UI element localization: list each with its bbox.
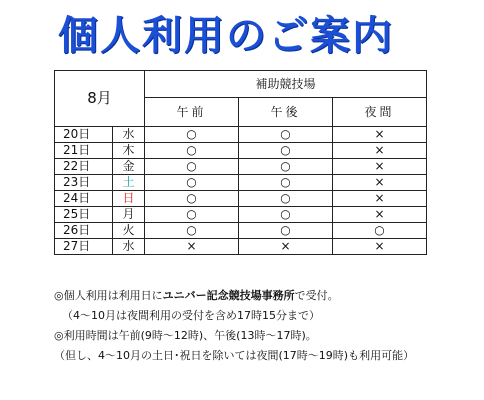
note-night-exception: （但し、4～10月の土日･祝日を除いては夜間(17時～19時)も利用可能） xyxy=(54,349,415,362)
date-cell: 24日 xyxy=(55,191,113,207)
afternoon-availability-cell: ○ xyxy=(239,143,333,159)
afternoon-availability-cell: ○ xyxy=(239,127,333,143)
night-availability-cell: × xyxy=(333,127,427,143)
night-availability-cell: × xyxy=(333,159,427,175)
weekday-cell: 水 xyxy=(113,127,145,143)
table-header-row xyxy=(55,71,427,98)
date-cell: 23日 xyxy=(55,175,113,191)
morning-availability-cell: ○ xyxy=(145,143,239,159)
table-row xyxy=(55,127,427,143)
weekday-cell: 火 xyxy=(113,223,145,239)
weekday-cell: 水 xyxy=(113,239,145,255)
slot-header-morning: 午前 xyxy=(145,98,239,127)
night-availability-cell: × xyxy=(333,143,427,159)
page-title: 個人利用のご案内 xyxy=(58,13,394,59)
night-availability-cell: ○ xyxy=(333,223,427,239)
afternoon-availability-cell: ○ xyxy=(239,223,333,239)
note-reception-hours: （4～10月は夜間利用の受付を含め17時15分まで） xyxy=(62,309,320,322)
table-row xyxy=(55,191,427,207)
afternoon-availability-cell: ○ xyxy=(239,175,333,191)
night-availability-cell: × xyxy=(333,207,427,223)
weekday-cell: 木 xyxy=(113,143,145,159)
facility-label: 補助競技場 xyxy=(145,71,427,98)
date-cell: 25日 xyxy=(55,207,113,223)
table-row xyxy=(55,175,427,191)
month-label: 8月 xyxy=(55,71,145,127)
notes-section xyxy=(54,286,482,366)
table-row xyxy=(55,223,427,239)
afternoon-availability-cell: ○ xyxy=(239,191,333,207)
date-cell: 21日 xyxy=(55,143,113,159)
date-cell: 22日 xyxy=(55,159,113,175)
weekday-cell: 日 xyxy=(113,191,145,207)
night-availability-cell: × xyxy=(333,191,427,207)
night-availability-cell: × xyxy=(333,239,427,255)
morning-availability-cell: ○ xyxy=(145,175,239,191)
table-row xyxy=(55,207,427,223)
table-row xyxy=(55,239,427,255)
note-usage-hours: ◎利用時間は午前(9時～12時)、午後(13時～17時)。 xyxy=(54,329,317,342)
weekday-cell: 月 xyxy=(113,207,145,223)
weekday-cell: 金 xyxy=(113,159,145,175)
morning-availability-cell: ○ xyxy=(145,191,239,207)
table-row xyxy=(55,159,427,175)
schedule-table xyxy=(54,70,427,255)
note-reception-text: ◎個人利用は利用日に xyxy=(54,289,163,302)
weekday-cell: 土 xyxy=(113,175,145,191)
date-cell: 20日 xyxy=(55,127,113,143)
morning-availability-cell: ○ xyxy=(145,127,239,143)
slot-header-night: 夜間 xyxy=(333,98,427,127)
date-cell: 27日 xyxy=(55,239,113,255)
afternoon-availability-cell: × xyxy=(239,239,333,255)
note-reception xyxy=(54,286,482,306)
slot-header-afternoon: 午後 xyxy=(239,98,333,127)
morning-availability-cell: × xyxy=(145,239,239,255)
afternoon-availability-cell: ○ xyxy=(239,207,333,223)
table-row xyxy=(55,143,427,159)
morning-availability-cell: ○ xyxy=(145,223,239,239)
office-name: ユニバー記念競技場事務所 xyxy=(162,289,295,302)
date-cell: 26日 xyxy=(55,223,113,239)
morning-availability-cell: ○ xyxy=(145,159,239,175)
night-availability-cell: × xyxy=(333,175,427,191)
afternoon-availability-cell: ○ xyxy=(239,159,333,175)
note-reception-suffix: で受付。 xyxy=(294,289,339,302)
morning-availability-cell: ○ xyxy=(145,207,239,223)
